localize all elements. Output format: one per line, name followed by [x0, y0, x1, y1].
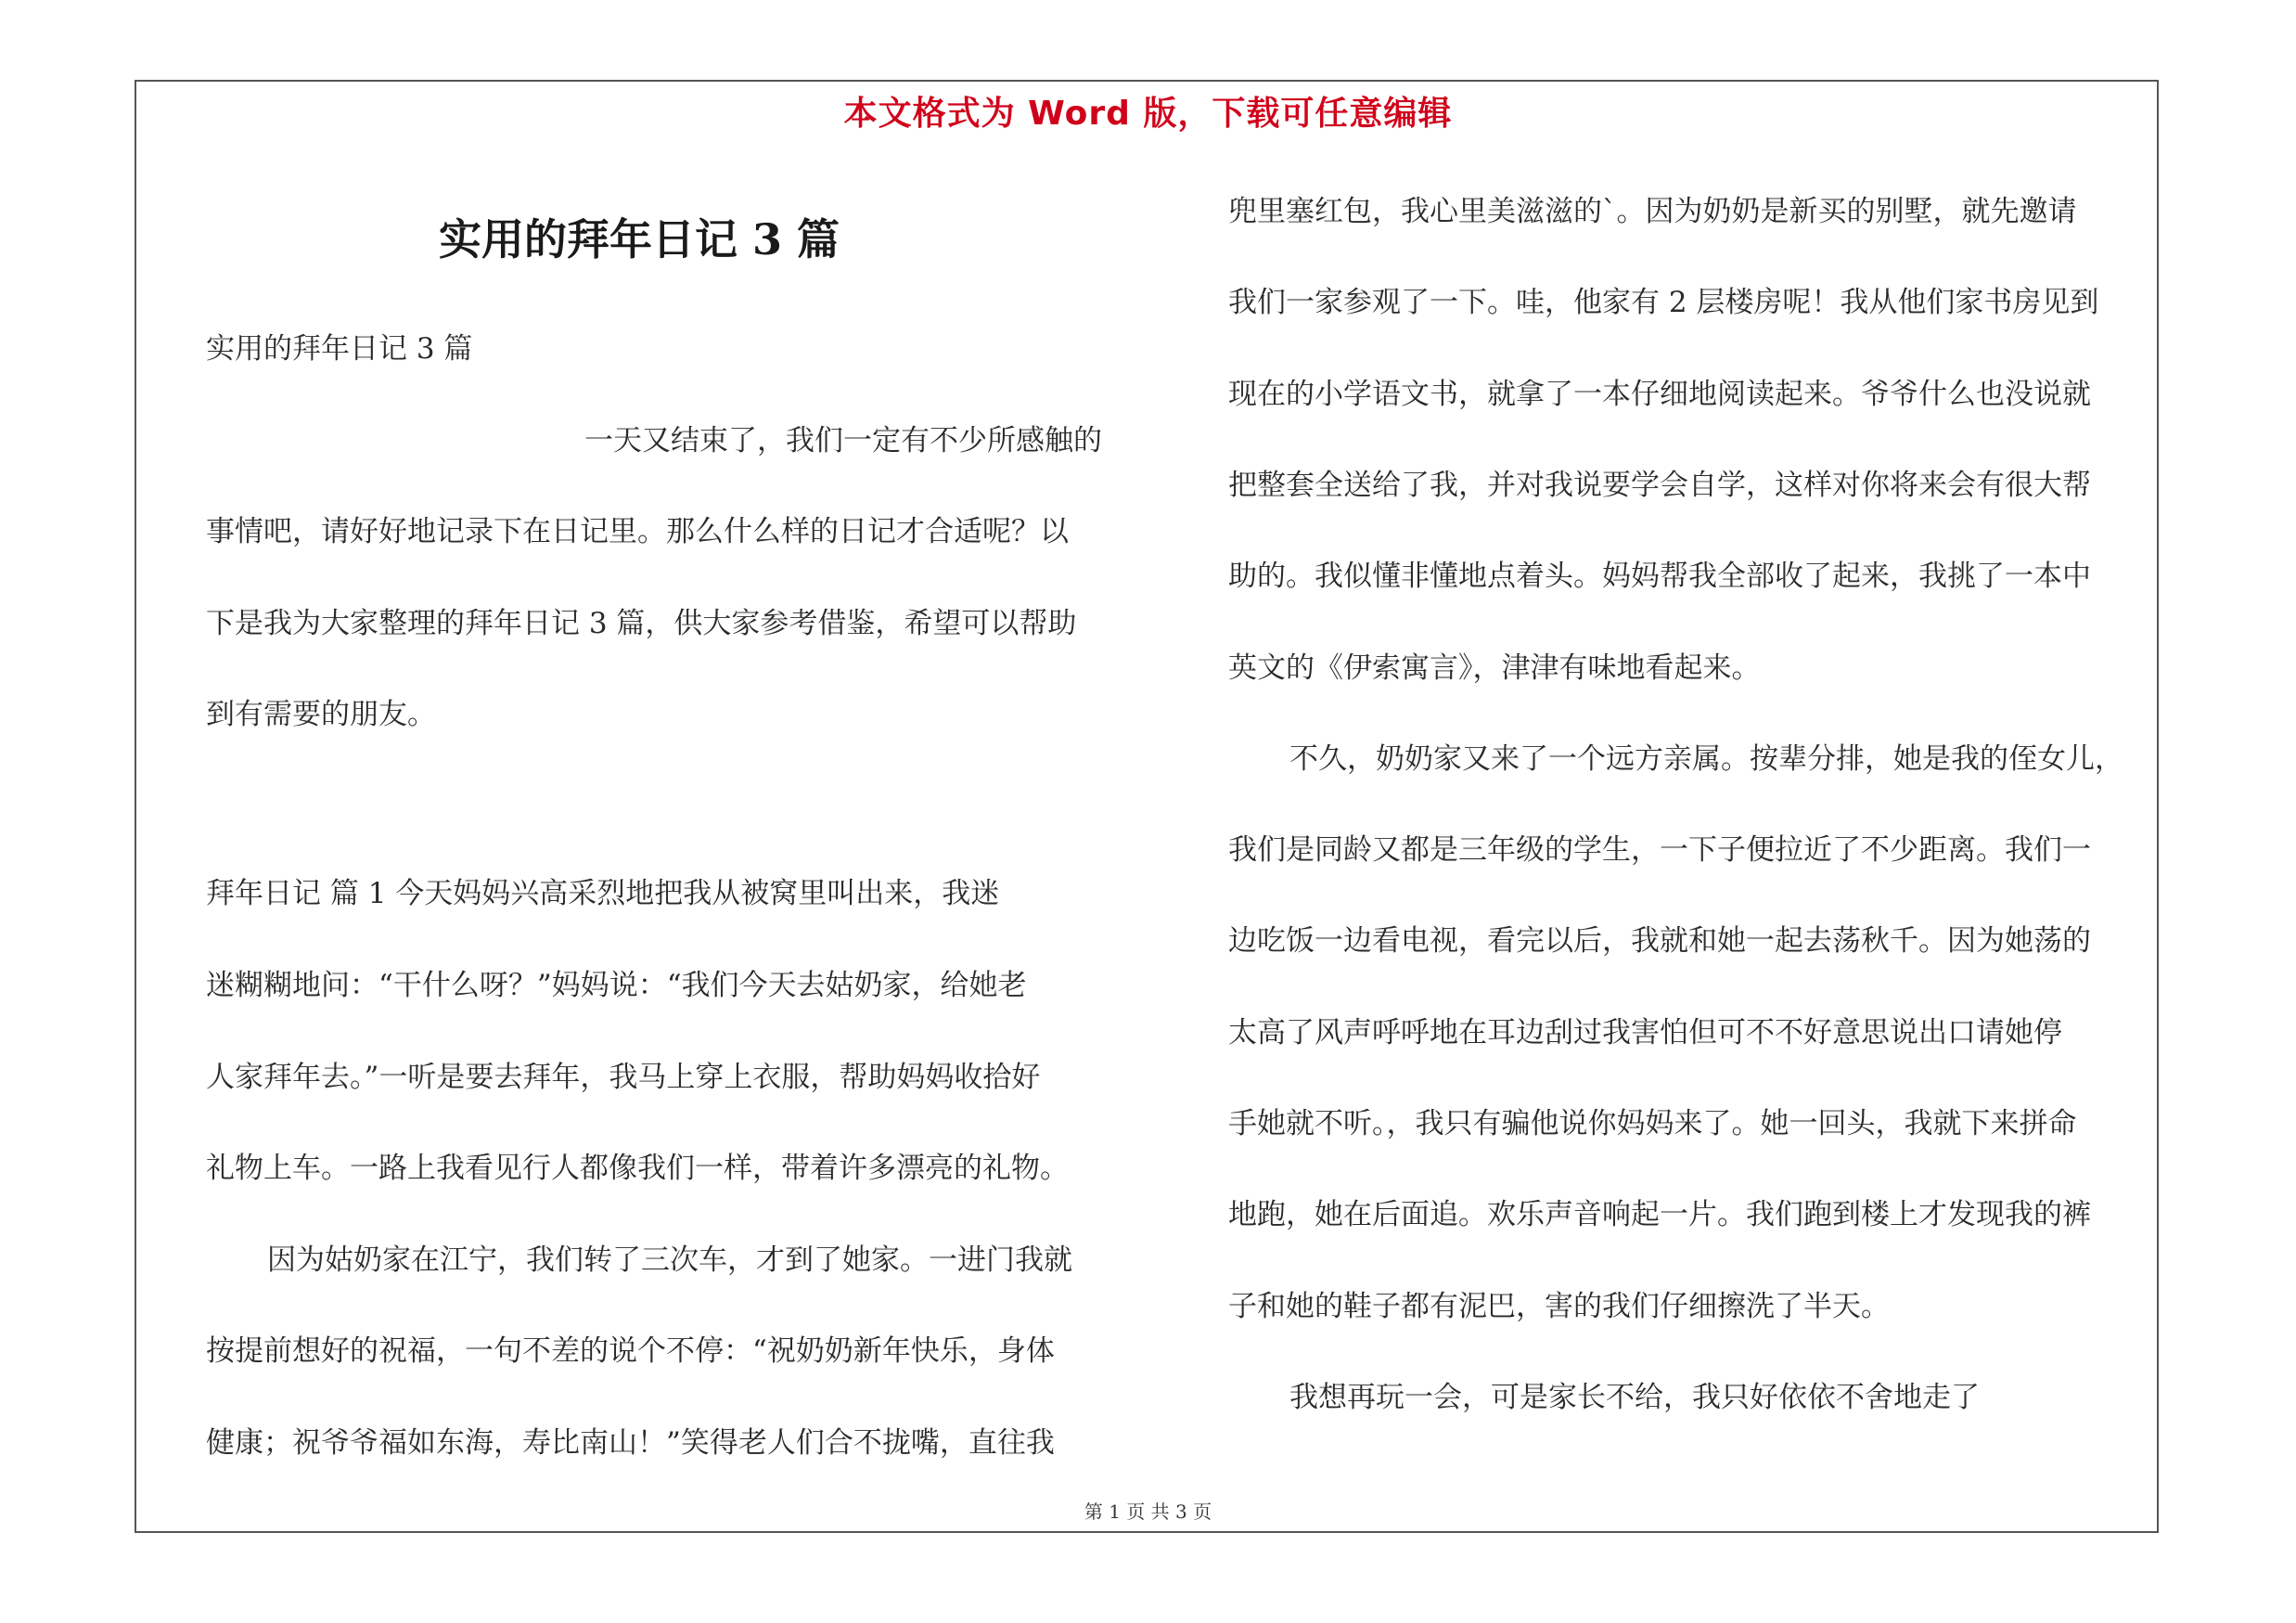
left-line: 事情吧，请好好地记录下在日记里。那么什么样的日记才合适呢？以 — [206, 515, 1069, 548]
format-banner: 本文格式为 Word 版，下载可任意编辑 — [843, 95, 1453, 133]
right-line: 现在的小学语文书，就拿了一本仔细地阅读起来。爷爷什么也没说就 — [1228, 378, 2091, 411]
document-title: 实用的拜年日记 3 篇 — [439, 214, 840, 264]
left-line: 实用的拜年日记 3 篇 — [206, 332, 473, 366]
right-line: 边吃饭一边看电视，看完以后，我就和她一起去荡秋千。因为她荡的 — [1228, 924, 2091, 958]
right-line: 我们是同龄又都是三年级的学生，一下子便拉近了不少距离。我们一 — [1228, 833, 2091, 867]
left-line: 礼物上车。一路上我看见行人都像我们一样，带着许多漂亮的礼物。 — [206, 1152, 1069, 1185]
right-line: 地跑，她在后面追。欢乐声音响起一片。我们跑到楼上才发现我的裤 — [1228, 1198, 2091, 1231]
right-line: 兜里塞红包，我心里美滋滋的`。因为奶奶是新买的别墅，就先邀请 — [1228, 195, 2077, 228]
left-line: 下是我为大家整理的拜年日记 3 篇，供大家参考借鉴，希望可以帮助 — [206, 607, 1077, 640]
left-line: 人家拜年去。”一听是要去拜年，我马上穿上衣服，帮助妈妈收拾好 — [206, 1061, 1041, 1094]
right-line: 不久，奶奶家又来了一个远方亲属。按辈分排，她是我的侄女儿， — [1289, 742, 2123, 776]
right-line: 英文的《伊索寓言》，津津有味地看起来。 — [1228, 651, 1761, 685]
left-line: 拜年日记 篇 1 今天妈妈兴高采烈地把我从被窝里叫出来，我迷 — [206, 877, 1000, 910]
right-line: 手她就不听。，我只有骗他说你妈妈来了。她一回头，我就下来拼命 — [1228, 1107, 2077, 1140]
right-line: 子和她的鞋子都有泥巴，害的我们仔细擦洗了半天。 — [1228, 1290, 1890, 1323]
page-number-footer: 第 1 页 共 3 页 — [1084, 1501, 1212, 1523]
left-line: 因为姑奶家在江宁，我们转了三次车，才到了她家。一进门我就 — [267, 1243, 1072, 1277]
left-line: 迷糊糊地问：“干什么呀？”妈妈说：“我们今天去姑奶家，给她老 — [206, 969, 1027, 1002]
right-line: 太高了风声呼呼地在耳边刮过我害怕但可不不好意思说出口请她停 — [1228, 1016, 2062, 1050]
left-line: 一天又结束了，我们一定有不少所感触的 — [584, 424, 1102, 457]
left-line: 按提前想好的祝福，一句不差的说个不停：“祝奶奶新年快乐，身体 — [206, 1334, 1055, 1368]
right-line: 我们一家参观了一下。哇，他家有 2 层楼房呢！我从他们家书房见到 — [1228, 286, 2099, 319]
right-line: 我想再玩一会，可是家长不给，我只好依依不舍地走了 — [1289, 1381, 1980, 1414]
left-line: 健康；祝爷爷福如东海，寿比南山！”笑得老人们合不拢嘴，直往我 — [206, 1426, 1055, 1460]
right-line: 助的。我似懂非懂地点着头。妈妈帮我全部收了起来，我挑了一本中 — [1228, 560, 2091, 593]
right-line: 把整套全送给了我，并对我说要学会自学，这样对你将来会有很大帮 — [1228, 469, 2091, 502]
left-line: 到有需要的朋友。 — [206, 698, 436, 731]
